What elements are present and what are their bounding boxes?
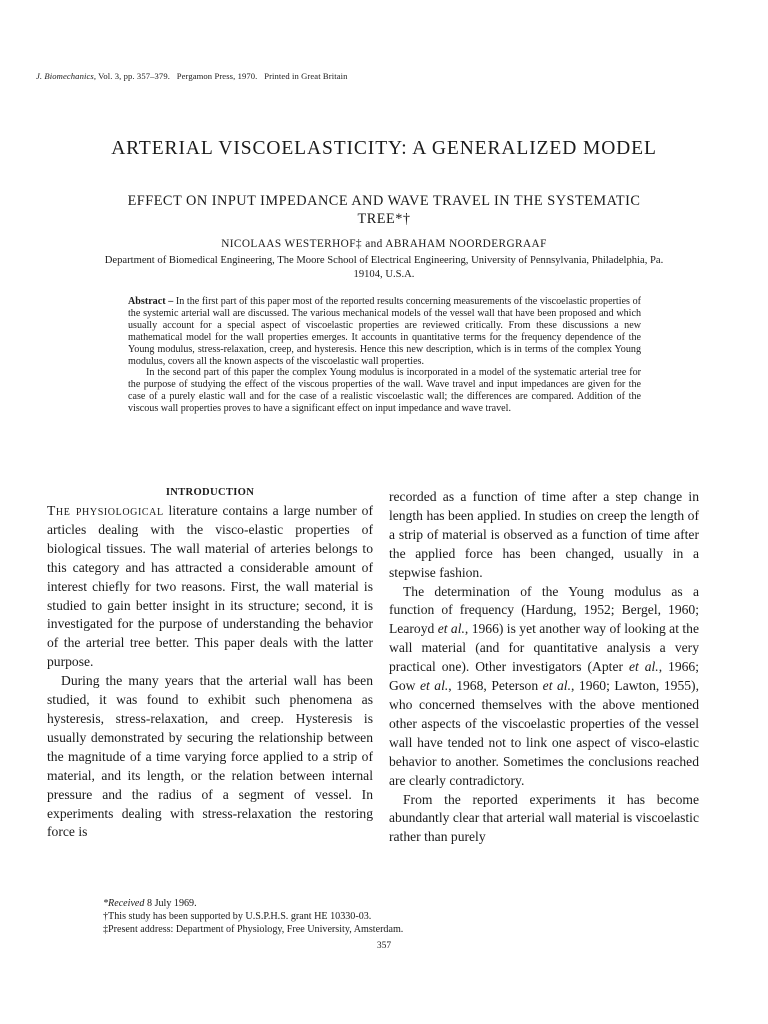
volume-pages: , Vol. 3, pp. 357–379. [93,71,170,81]
abstract [128,296,641,415]
left-column [47,486,373,842]
abstract-text-1: In the first part of this paper most of the reported results concerning measurements of the viscoelastic properties of the systemic arterial wall are discussed. The various mechanical models of the vessel wall that have been proposed and which usually account for a special aspect of viscoelastic properties are reviewed critically. From these discussions a new mathematical model for the wall properties emerges. It accounts in quantitative terms for the frequency dependence of the Young modulus, stress-relaxation, creep, and hysteresis. Hence this new description, which is in terms of the complex Young modulus, covers all the known aspects of the viscoelastic wall properties. [128,296,641,367]
footnotes [103,897,403,936]
received-date: 8 July 1969. [147,898,197,909]
et-al-2: et al. [628,659,659,675]
et-al-1: et al. [437,621,465,637]
intro-paragraph-1-text: literature contains a large number of articles dealing with the visco-elastic properties of biological tissues. The wall material of arteries belongs to this category and has attracted a considerable amount of interest chiefly for two reasons. First, the wall material is studied to gain better insight in its structure; second, it is investigated for the purpose of understanding the behavior of the arterial tree better. This paper deals with the latter purpose. [47,503,374,670]
journal-name: J. Biomechanics [36,71,94,81]
footnote-support: †This study has been supported by U.S.P.H.S. grant HE 10330-03. [103,911,372,922]
printed-in: Printed in Great Britain [264,71,348,81]
intro-lead-words: The physiological [47,503,164,518]
page-number: 357 [376,941,392,951]
intro-paragraph-2: During the many years that the arterial wall has been studied, it was found to exhibit such phenomena as hysteresis, stress-relaxation, and creep. Hysteresis is usually demonstrated by securing the relationship between the magnitude of a time varying force applied to a strip of material, and its length, or the relation between internal pressure and the radius of a segment of vessel. In experiments dealing with stress-relaxation the restoring force is [47,673,373,840]
right-paragraph-2 [389,583,699,791]
et-al-4: et al. [542,678,571,694]
author-list: NICOLAAS WESTERHOF‡ and ABRAHAM NOORDERGRAAF [221,238,547,250]
abstract-label: Abstract – [128,296,174,307]
rp2-part-a: The determination of the Young modulus as a function of frequency (Hardung, 1952; Bergel, 1960; Learoyd [389,583,699,637]
rp2-part-c: , 1966; Gow [389,659,700,694]
right-column [389,488,699,847]
right-paragraph-3: From the reported experiments it has become abundantly clear that arterial wall material is viscoelastic rather than purely [389,791,699,845]
et-al-3: et al. [419,678,449,694]
rp2-part-d: , 1968, Peterson [448,678,543,694]
intro-paragraph-1 [47,502,373,672]
article-subtitle: EFFECT ON INPUT IMPEDANCE AND WAVE TRAVEL IN THE SYSTEMATIC TREE*† [127,193,641,227]
section-heading-introduction: INTRODUCTION [165,487,255,498]
rp2-part-e: , 1960; Lawton, 1955), who concerned themselves with the above mentioned other aspects of the viscoelastic properties of the vessel wall have tended not to link one aspect of visco-elastic behavior to another. Sometimes the conclusions reached are clearly contradictory. [389,678,699,788]
running-head [36,71,348,81]
abstract-paragraph [128,296,641,367]
footnote-address: ‡Present address: Department of Physiology, Free University, Amsterdam. [103,924,404,935]
rp2-part-b: , 1966) is yet another way of looking at the wall material (and for quantitative analysis a very practical one). Other investigators (Apter [389,621,700,675]
author-affiliation: Department of Biomedical Engineering, The Moore School of Electrical Engineering, University of Pennsylvania, Philadelphia, Pa. 19104, U.S.A. [104,255,664,280]
article-title: ARTERIAL VISCOELASTICITY: A GENERALIZED MODEL [111,138,657,159]
received-label: *Received [103,898,145,909]
footnote-received [103,897,403,910]
abstract-text-2: In the second part of this paper the complex Young modulus is incorporated in a model of the systematic arterial tree for the purpose of studying the effect of the viscous properties of the wall. Wave travel and input impedances are given for the case of a purely elastic wall and for the case of a realistic viscoelastic wall; the differences are compared. Addition of the viscous wall properties proves to have a significant effect on input impedance and wave travel. [128,367,641,415]
right-paragraph-1: recorded as a function of time after a step change in length has been applied. In studies on creep the length of a strip of material is observed as a function of time after the applied force has been changed, usually in a stepwise fashion. [389,489,699,580]
publisher: Pergamon Press, 1970. [176,71,258,81]
